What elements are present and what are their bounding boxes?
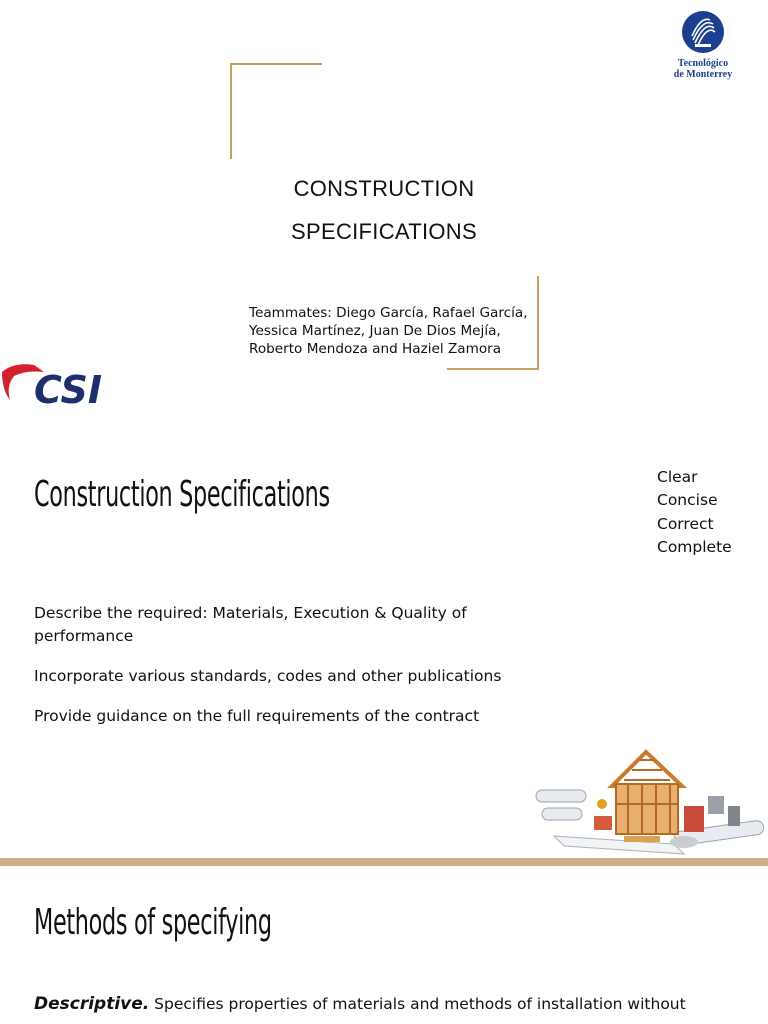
descriptive-method: [34, 994, 686, 1014]
slide-heading: Methods of specifying: [34, 902, 272, 943]
teammates-list: [249, 304, 549, 358]
teammates-line: Yessica Martínez, Juan De Dios Mejía,: [249, 323, 501, 339]
title-line-2: SPECIFICATIONS: [291, 219, 477, 244]
tec-shield-icon: [681, 10, 725, 54]
house-construction-illustration: [524, 744, 768, 858]
title-slide: [0, 0, 768, 430]
qualities-list: [657, 466, 732, 559]
quality-item: Correct: [657, 514, 714, 533]
slide-separator: [0, 858, 768, 866]
description-point: Incorporate various standards, codes and other publications: [34, 667, 502, 685]
description-point: Describe the required: Materials, Execution & Quality of performance: [34, 604, 467, 645]
quality-item: Clear: [657, 468, 698, 486]
description-points: [34, 602, 534, 745]
quality-item: Concise: [657, 491, 718, 510]
slide-heading: Construction Specifications: [34, 474, 330, 515]
methods-of-specifying-slide: [0, 866, 768, 1024]
csi-logo-text: CSI: [34, 368, 103, 410]
decorative-bracket-top-left: [230, 63, 322, 159]
descriptive-label: Descriptive.: [34, 994, 150, 1014]
quality-item: Complete: [657, 537, 732, 556]
tec-de-monterrey-logo: [660, 10, 746, 80]
csi-logo: [0, 360, 106, 414]
title-line-1: CONSTRUCTION: [293, 176, 475, 201]
teammates-line: Teammates: Diego García, Rafael García,: [249, 305, 528, 321]
descriptive-text: Specifies properties of materials and methods of installation without: [149, 995, 686, 1013]
teammates-line: Roberto Mendoza and Haziel Zamora: [249, 341, 502, 357]
construction-specifications-slide: [0, 438, 768, 858]
tec-logo-line2: de Monterrey: [673, 69, 733, 80]
tec-logo-line1: Tecnológico: [677, 58, 729, 69]
description-point: Provide guidance on the full requirements of the contract: [34, 707, 480, 725]
